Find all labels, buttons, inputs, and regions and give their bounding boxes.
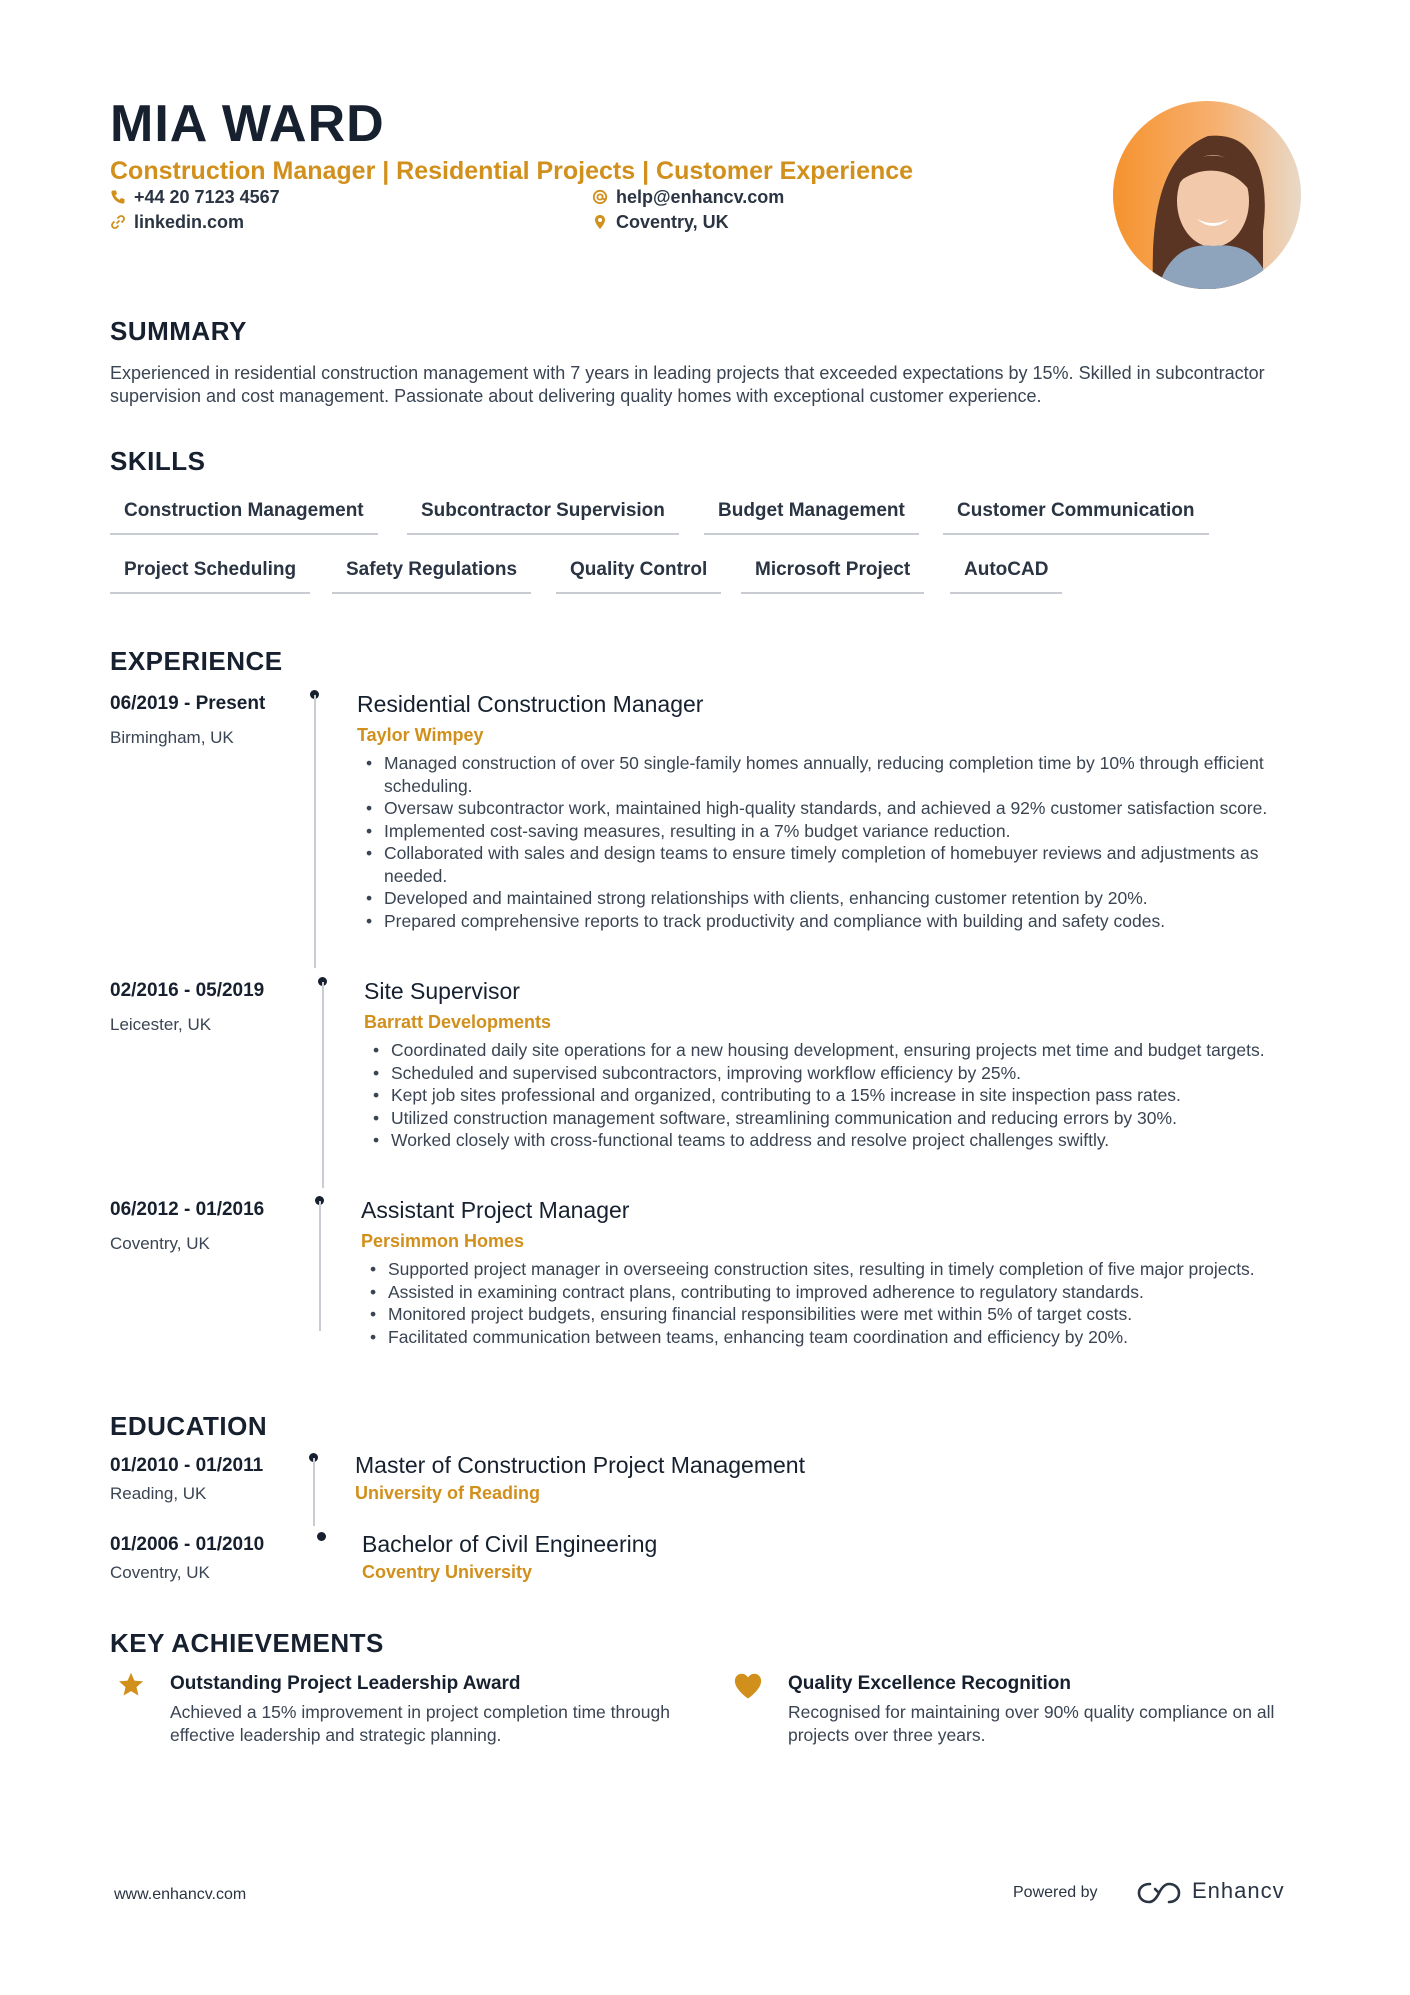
skill-tag: Construction Management bbox=[110, 499, 378, 535]
profile-photo bbox=[1113, 101, 1301, 289]
bullet-item: • Oversaw subcontractor work, maintained high-quality standards, and achieved a 92% customer satisfaction score. bbox=[384, 797, 1324, 820]
bullet-item: • Monitored project budgets, ensuring financial responsibilities were met within 5% of target costs. bbox=[388, 1303, 1324, 1326]
skill-tag: Microsoft Project bbox=[741, 558, 924, 594]
heart-icon bbox=[733, 1672, 763, 1700]
achievement-desc: Achieved a 15% improvement in project completion time through effective leadership and strategic planning. bbox=[170, 1702, 670, 1745]
bullet-item: • Developed and maintained strong relationships with clients, enhancing customer retention by 20%. bbox=[384, 887, 1324, 910]
edu-location: Reading, UK bbox=[110, 1484, 207, 1503]
experience-title: EXPERIENCE bbox=[110, 646, 283, 676]
skill-tag: Subcontractor Supervision bbox=[407, 499, 679, 535]
skill-tag: Project Scheduling bbox=[110, 558, 310, 594]
job-title: Assistant Project Manager bbox=[361, 1197, 630, 1223]
achievement-desc: Recognised for maintaining over 90% quality compliance on all projects over three years. bbox=[788, 1702, 1275, 1745]
school-name: University of Reading bbox=[355, 1483, 541, 1503]
job-title: Site Supervisor bbox=[364, 978, 520, 1004]
phone-text: +44 20 7123 4567 bbox=[134, 187, 280, 207]
job-dates: 02/2016 - 05/2019 bbox=[110, 980, 265, 1001]
footer-website[interactable]: www.enhancv.com bbox=[114, 1886, 247, 1903]
job-bullets bbox=[364, 1258, 1324, 1348]
skill-tag: Quality Control bbox=[556, 558, 721, 594]
skill-tag: AutoCAD bbox=[950, 558, 1062, 594]
skill-tag: Budget Management bbox=[704, 499, 919, 535]
education-title: EDUCATION bbox=[110, 1411, 268, 1441]
bullet-item: • Utilized construction management software, streamlining communication and reducing errors by 30%. bbox=[391, 1107, 1324, 1130]
phone-icon bbox=[110, 189, 126, 205]
achievement-title: Quality Excellence Recognition bbox=[788, 1673, 1071, 1694]
timeline-line bbox=[313, 1458, 315, 1526]
job-location: Birmingham, UK bbox=[110, 728, 234, 747]
footer-brand[interactable]: Enhancv bbox=[1192, 1878, 1285, 1903]
job-location: Leicester, UK bbox=[110, 1015, 212, 1034]
company-name: Barratt Developments bbox=[364, 1012, 552, 1032]
school-name: Coventry University bbox=[362, 1562, 533, 1582]
edu-dates: 01/2006 - 01/2010 bbox=[110, 1534, 265, 1555]
skills-title: SKILLS bbox=[110, 446, 206, 476]
timeline-dot bbox=[317, 1532, 326, 1541]
job-location: Coventry, UK bbox=[110, 1234, 210, 1253]
timeline-line bbox=[319, 1201, 321, 1331]
contact-email[interactable] bbox=[592, 186, 784, 208]
footer-powered-by: Powered by bbox=[1013, 1884, 1098, 1901]
contact-link[interactable] bbox=[110, 211, 244, 233]
bullet-item: • Assisted in examining contract plans, contributing to improved adherence to regulatory standards. bbox=[388, 1281, 1324, 1304]
timeline-line bbox=[314, 695, 316, 968]
location-pin-icon bbox=[592, 214, 608, 230]
company-name: Taylor Wimpey bbox=[357, 725, 484, 745]
enhancv-logo-icon bbox=[1136, 1880, 1182, 1906]
bullet-item: • Prepared comprehensive reports to track productivity and compliance with building and safety codes. bbox=[384, 910, 1324, 933]
degree: Bachelor of Civil Engineering bbox=[362, 1531, 658, 1557]
email-text: help@enhancv.com bbox=[616, 187, 785, 207]
achievements-title: KEY ACHIEVEMENTS bbox=[110, 1628, 384, 1658]
bullet-item: • Kept job sites professional and organized, contributing to a 15% increase in site inspection pass rates. bbox=[391, 1084, 1324, 1107]
link-text: linkedin.com bbox=[134, 212, 245, 232]
summary-text: Experienced in residential construction management with 7 years in leading projects that exceeded expectations by 15%. Skilled in subcontractor supervision and cost management. Passionate about delivering quality homes with exceptional customer experience. bbox=[110, 363, 1265, 406]
bullet-item: • Scheduled and supervised subcontractors, improving workflow efficiency by 25%. bbox=[391, 1062, 1324, 1085]
timeline-line bbox=[322, 982, 324, 1188]
edu-dates: 01/2010 - 01/2011 bbox=[110, 1455, 264, 1476]
job-bullets bbox=[360, 752, 1324, 932]
contact-phone bbox=[110, 186, 280, 208]
at-icon bbox=[592, 189, 608, 205]
location-text: Coventry, UK bbox=[616, 212, 729, 232]
bullet-item: • Managed construction of over 50 single-family homes annually, reducing completion time by 10% through efficient scheduling. bbox=[384, 752, 1324, 797]
company-name: Persimmon Homes bbox=[361, 1231, 525, 1251]
bullet-item: • Supported project manager in overseeing construction sites, resulting in timely completion of five major projects. bbox=[388, 1258, 1324, 1281]
bullet-item: • Worked closely with cross-functional teams to address and resolve project challenges swiftly. bbox=[391, 1129, 1324, 1152]
candidate-name: MIA WARD bbox=[110, 95, 385, 153]
headline: Construction Manager | Residential Projects | Customer Experience bbox=[110, 157, 914, 185]
skill-tag: Customer Communication bbox=[943, 499, 1209, 535]
skill-tag: Safety Regulations bbox=[332, 558, 531, 594]
star-icon bbox=[117, 1671, 145, 1699]
bullet-item: • Facilitated communication between teams, enhancing team coordination and efficiency by 20%. bbox=[388, 1326, 1324, 1349]
summary-title: SUMMARY bbox=[110, 316, 247, 346]
achievement-title: Outstanding Project Leadership Award bbox=[170, 1673, 521, 1694]
link-icon bbox=[110, 214, 126, 230]
job-bullets bbox=[367, 1039, 1324, 1152]
contact-location bbox=[592, 211, 729, 233]
bullet-item: • Implemented cost-saving measures, resulting in a 7% budget variance reduction. bbox=[384, 820, 1324, 843]
job-dates: 06/2012 - 01/2016 bbox=[110, 1199, 265, 1220]
edu-location: Coventry, UK bbox=[110, 1563, 210, 1582]
job-dates: 06/2019 - Present bbox=[110, 693, 266, 714]
bullet-item: • Coordinated daily site operations for a new housing development, ensuring projects met time and budget targets. bbox=[391, 1039, 1324, 1062]
job-title: Residential Construction Manager bbox=[357, 691, 704, 717]
bullet-item: • Collaborated with sales and design teams to ensure timely completion of homebuyer reviews and adjustments as needed. bbox=[384, 842, 1324, 887]
degree: Master of Construction Project Management bbox=[355, 1452, 805, 1478]
